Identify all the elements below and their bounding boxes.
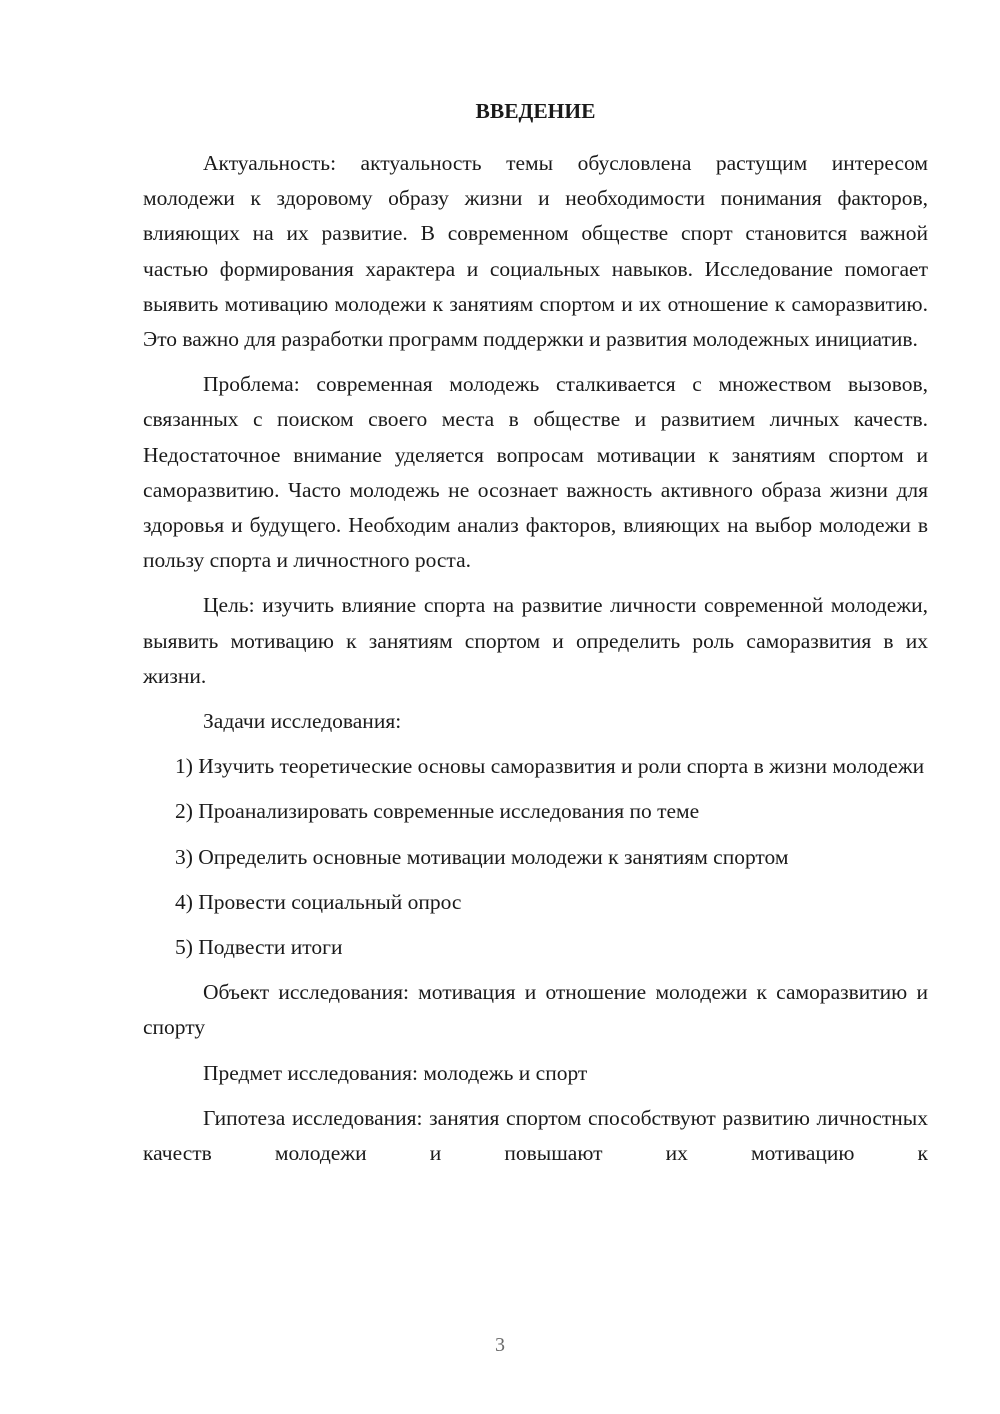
paragraph-subject: Предмет исследования: молодежь и спорт: [203, 1060, 588, 1085]
task-item-1: 1) Изучить теоретические основы саморазвития и роли спорта в жизни молодежи: [175, 754, 925, 779]
task-item-5: 5) Подвести итоги: [175, 935, 343, 960]
section-title: ВВЕДЕНИЕ: [475, 99, 596, 123]
task-item-3: 3) Определить основные мотивации молодежи к занятиям спортом: [175, 844, 789, 869]
paragraph-problem: Проблема: современная молодежь сталкивается с множеством вызовов, связанных с поиском своего места в обществе и развитием личных качеств. Недостаточное внимание уделяется вопросам мотивации к занятиям спортом и саморазвитию. Часто молодежь не осознает важность активного образа жизни для здоровья и будущего. Необходим анализ факторов, влияющих на выбор молодежи в пользу спорта и личностного роста.: [143, 372, 928, 573]
page-number: 3: [495, 1334, 505, 1356]
paragraph-relevance: Актуальность: актуальность темы обусловлена растущим интересом молодежи к здоровому образу жизни и необходимости понимания факторов, влияющих на их развитие. В современном обществе спорт становится важной частью формирования характера и социальных навыков. Исследование помогает выявить мотивацию молодежи к занятиям спортом и их отношение к саморазвитию. Это важно для разработки программ поддержки и развития молодежных инициатив.: [143, 151, 928, 352]
paragraph-object: Объект исследования: мотивация и отношение молодежи к саморазвитию и спорту: [143, 980, 928, 1040]
tasks-heading: Задачи исследования:: [203, 709, 402, 734]
task-item-2: 2) Проанализировать современные исследования по теме: [175, 799, 700, 824]
paragraph-hypothesis: Гипотеза исследования: занятия спортом способствуют развитию личностных качеств молодежи и повышают их мотивацию к: [143, 1105, 928, 1166]
paragraph-goal: Цель: изучить влияние спорта на развитие личности современной молодежи, выявить мотивацию к занятиям спортом и определить роль саморазвития в их жизни.: [143, 593, 928, 688]
page-body: [143, 92, 928, 1181]
task-item-4: 4) Провести социальный опрос: [175, 889, 462, 914]
